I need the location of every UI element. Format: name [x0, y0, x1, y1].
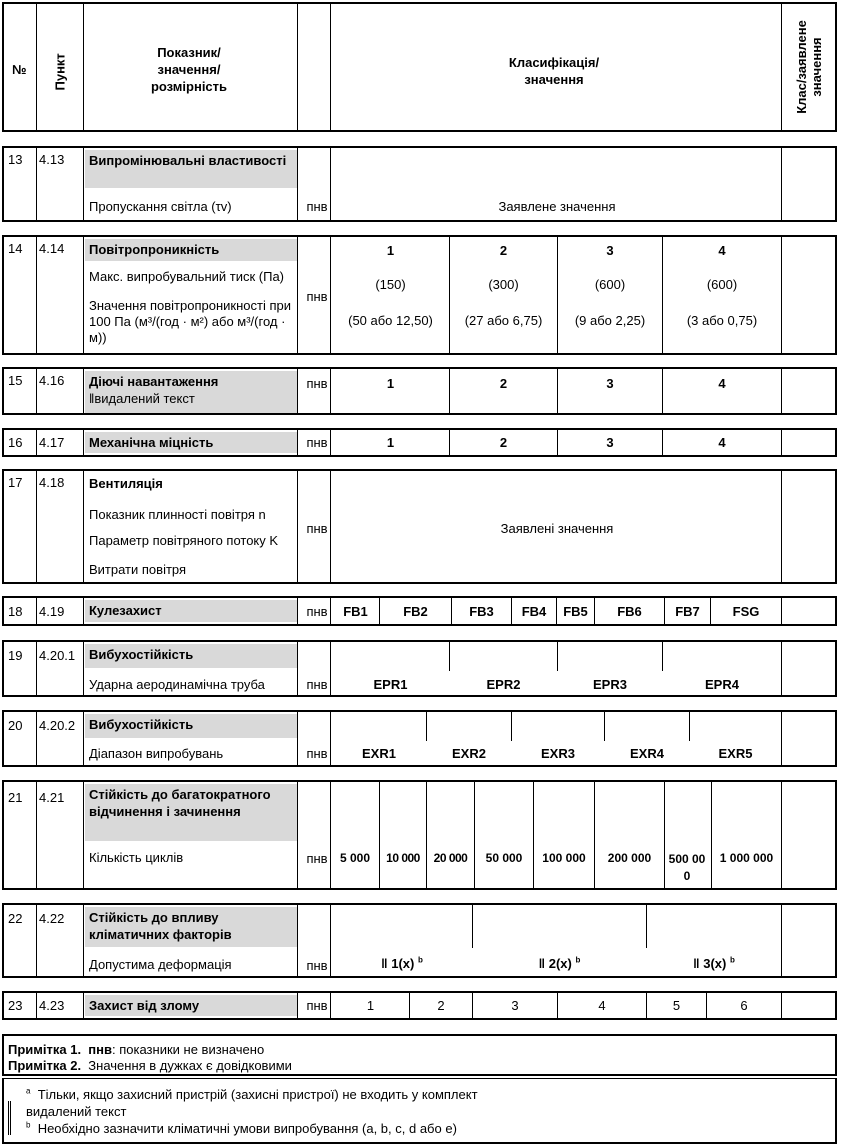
cycle-count: 20 000 — [433, 851, 468, 865]
table-row — [2, 991, 837, 1020]
pnv: пнв — [306, 289, 328, 304]
climatic-class — [332, 956, 472, 971]
class-label: 2 — [499, 435, 508, 450]
table-row — [2, 469, 837, 584]
row-item: 4.18 — [39, 475, 65, 490]
pnv: пнв — [306, 746, 328, 761]
row-sub: Параметр повітряного потоку K — [89, 533, 279, 548]
cycle-count: 200 000 — [607, 851, 652, 865]
class-label: 6 — [740, 998, 748, 1013]
table-row — [2, 596, 837, 626]
table-row — [2, 367, 837, 415]
row-sub: Макс. випробувальний тиск (Па) — [89, 269, 284, 284]
cycle-count: 1 000 000 — [719, 851, 774, 865]
climatic-class — [473, 956, 646, 971]
class-label: EPR4 — [705, 677, 739, 692]
class-label: 1 — [386, 435, 395, 450]
row-number: 23 — [8, 998, 23, 1013]
row-title: Вентиляція — [85, 473, 297, 501]
footnotes-box — [2, 1078, 837, 1144]
footnote-b-mark: b — [417, 955, 423, 965]
row-sub: Допустима деформація — [89, 957, 232, 972]
pnv: пнв — [306, 604, 328, 619]
cycle-count: 10 000 — [386, 851, 420, 865]
class-label: FB3 — [469, 604, 494, 619]
pnv: пнв — [306, 998, 328, 1013]
header-classification: Класифікація/ значення — [508, 55, 600, 87]
row-title: Захист від злому — [85, 995, 297, 1016]
note-2-text: Значення в дужках є довідковими — [88, 1058, 292, 1073]
row-sub: Витрати повітря — [89, 562, 187, 577]
cycle-count: 500 000 — [668, 852, 706, 883]
header-item: Пункт — [52, 53, 68, 91]
pnv: пнв — [306, 958, 328, 973]
row-sub: Значення повітропроникності при 100 Па (м³/(год · м²) або м³/(год · м)) — [89, 298, 291, 345]
class-label: FB4 — [521, 604, 547, 619]
note-1-text: : показники не визначено — [112, 1042, 265, 1057]
footnote-b-mark: b — [26, 1120, 31, 1130]
row-number: 13 — [8, 152, 23, 167]
pnv: пнв — [306, 677, 328, 692]
class-label: EXR5 — [718, 746, 753, 761]
class-label: 3 — [606, 376, 614, 391]
class-label: EPR1 — [373, 677, 408, 692]
class-label: FSG — [732, 604, 760, 619]
row-title: Стійкість до багатократного відчинення і зачинення — [85, 784, 297, 841]
class-label: EXR1 — [362, 746, 396, 761]
class-label: FB7 — [675, 604, 700, 619]
row-item: 4.23 — [39, 998, 65, 1013]
class-label: 3 — [606, 243, 614, 258]
class-label: 1 — [386, 243, 395, 258]
class-label: FB6 — [617, 604, 642, 619]
pressure-value: (150) — [375, 277, 406, 292]
row-title — [85, 371, 297, 413]
table-row — [2, 710, 837, 767]
note-2 — [8, 1058, 292, 1073]
row-item: 4.14 — [39, 241, 65, 256]
class-label: EXR4 — [630, 746, 664, 761]
class-label: 3 — [511, 998, 519, 1013]
class-label: 5 — [672, 998, 681, 1013]
row-title: Стійкість до впливу кліматичних факторів — [85, 907, 297, 947]
table-header — [2, 2, 837, 132]
row-item: 4.19 — [39, 604, 65, 619]
climatic-class — [647, 956, 781, 971]
footnote-b — [26, 1121, 457, 1136]
row-item: 4.22 — [39, 911, 65, 926]
header-class-declared: Клас/заявлене значення — [794, 20, 824, 114]
row-sub: Ударна аеродинамічна труба — [89, 677, 265, 692]
table-row — [2, 235, 837, 355]
table-row — [2, 903, 837, 978]
pnv: пнв — [306, 199, 328, 214]
cycle-count: 50 000 — [485, 851, 523, 865]
cycle-count: 5 000 — [339, 851, 371, 865]
header-no: № — [12, 62, 27, 77]
row-item: 4.20.1 — [39, 648, 76, 663]
row-item: 4.21 — [39, 790, 65, 805]
pressure-value: (300) — [488, 277, 519, 292]
row-title-text: Діючі навантаження — [89, 374, 219, 389]
footnote-a-mark: a — [26, 1086, 31, 1096]
row-sub: Кількість циклів — [89, 850, 184, 865]
pressure-value: (600) — [706, 277, 738, 292]
class-label: FB1 — [343, 604, 368, 619]
class-label: 4 — [718, 435, 726, 450]
class-label: 2 — [499, 376, 508, 391]
climatic-class-label: ‖ 1(x) — [381, 956, 415, 971]
row-item: 4.17 — [39, 435, 65, 450]
row-number: 18 — [8, 604, 23, 619]
cycle-count: 100 000 — [542, 851, 586, 865]
row-number: 20 — [8, 718, 23, 733]
row-number: 22 — [8, 911, 23, 926]
permeability-value: (50 або 12,50) — [348, 313, 433, 328]
declared-value: Заявлене значення — [498, 199, 616, 214]
class-label: EPR3 — [593, 677, 627, 692]
note-1-label: Примітка 1. — [8, 1042, 82, 1057]
class-label: 2 — [499, 243, 508, 258]
table-row — [2, 146, 837, 222]
row-item: 4.13 — [39, 152, 65, 167]
row-title: Механічна міцність — [85, 432, 297, 453]
pnv: пнв — [306, 521, 328, 536]
row-title: Випромінювальні властивості — [85, 150, 297, 188]
deleted-bar — [8, 1101, 11, 1135]
class-label: 2 — [437, 998, 445, 1013]
row-number: 21 — [8, 790, 23, 805]
table-row — [2, 428, 837, 457]
climatic-class-label: ‖ 2(x) — [538, 956, 572, 971]
row-sub: Показник плинності повітря n — [89, 507, 266, 522]
row-number: 15 — [8, 373, 23, 388]
deleted-text: ‖видалений текст — [89, 391, 195, 406]
row-item: 4.20.2 — [39, 718, 76, 733]
row-title: Кулезахист — [85, 600, 297, 622]
footnote-a — [26, 1087, 478, 1102]
row-number: 17 — [8, 475, 23, 490]
permeability-value: (27 або 6,75) — [464, 313, 543, 328]
class-label: EXR3 — [541, 746, 575, 761]
pnv: пнв — [306, 376, 328, 391]
note-2-label: Примітка 2. — [8, 1058, 82, 1073]
row-sub: Діапазон випробувань — [89, 746, 224, 761]
permeability-value: (3 або 0,75) — [686, 313, 758, 328]
table-row — [2, 780, 837, 890]
pressure-value: (600) — [594, 277, 626, 292]
class-label: 3 — [606, 435, 614, 450]
footnote-a-text: Тільки, якщо захисний пристрій (захисні пристрої) не входить у комплект — [37, 1087, 478, 1102]
footnote-b-mark: b — [575, 955, 581, 965]
declared-value: Заявлені значення — [500, 521, 614, 536]
note-1-pnv: пнв — [88, 1042, 112, 1057]
class-label: FB2 — [403, 604, 428, 619]
permeability-value: (9 або 2,25) — [574, 313, 646, 328]
row-number: 19 — [8, 648, 23, 663]
class-label: 1 — [366, 998, 375, 1013]
class-label: 1 — [386, 376, 395, 391]
row-sub: Пропускання світла (τv) — [89, 199, 232, 214]
header-indicator: Показник/ значення/ розмірність — [150, 45, 228, 94]
class-label: FB5 — [563, 604, 588, 619]
class-label: 4 — [718, 376, 726, 391]
note-1 — [8, 1042, 264, 1057]
row-title: Повітропроникність — [85, 239, 297, 261]
row-item: 4.16 — [39, 373, 65, 388]
footnote-b-text: Необхідно зазначити кліматичні умови випробування (a, b, c, d або e) — [37, 1121, 457, 1136]
class-label: EXR2 — [452, 746, 486, 761]
row-number: 14 — [8, 241, 23, 256]
pnv: пнв — [306, 851, 328, 866]
table-row — [2, 640, 837, 697]
footnote-b-mark: b — [729, 955, 735, 965]
row-number: 16 — [8, 435, 23, 450]
row-title: Вибухостійкість — [85, 644, 297, 668]
class-label: 4 — [598, 998, 606, 1013]
notes-box — [2, 1034, 837, 1076]
class-label: 4 — [718, 243, 726, 258]
footnote-deleted: видалений текст — [26, 1104, 127, 1119]
pnv: пнв — [306, 435, 328, 450]
class-label: EPR2 — [486, 677, 521, 692]
row-title: Вибухостійкість — [85, 714, 297, 738]
climatic-class-label: ‖ 3(x) — [693, 956, 727, 971]
